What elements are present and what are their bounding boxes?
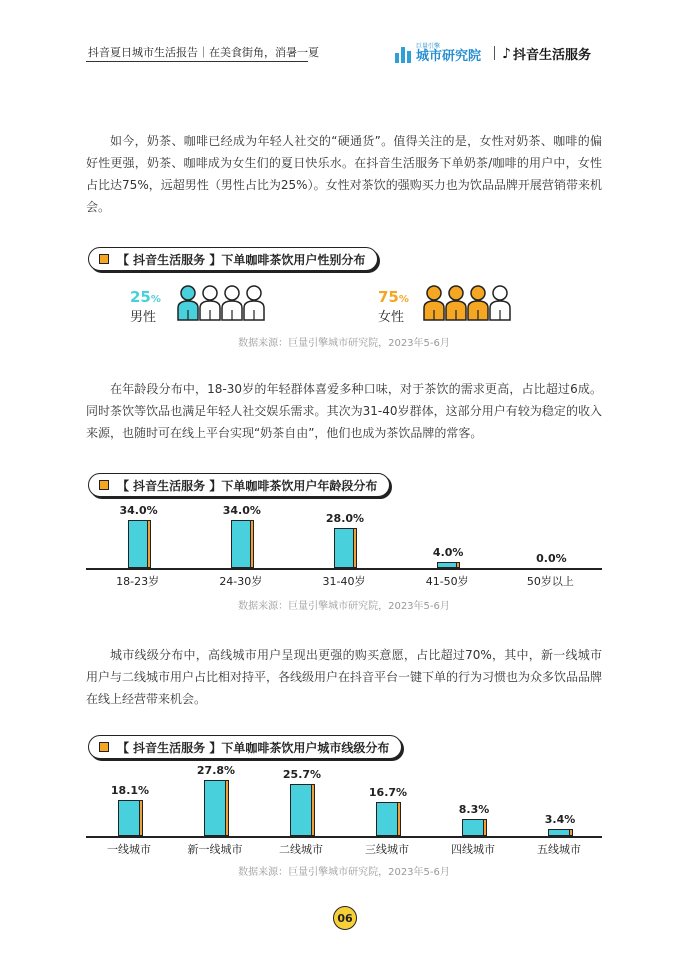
value-label: 27.8% [196, 764, 236, 777]
female-person-icons [422, 284, 522, 324]
douyin-life-logo [502, 44, 591, 63]
source-note-city: 数据来源：巨量引擎城市研究院，2023年5-6月 [238, 867, 450, 878]
value-label: 18.1% [110, 783, 150, 797]
female-stat [378, 288, 409, 325]
header-divider [86, 61, 308, 62]
category-label: 新一线城市 [187, 843, 243, 856]
section-heading-city [88, 735, 402, 759]
city-institute-logo [395, 42, 481, 64]
person-filled-icon [176, 284, 200, 322]
value-label: 28.0% [325, 512, 365, 526]
male-stat [130, 288, 161, 325]
bar [462, 819, 484, 836]
paragraph-gender: 如今，奶茶、咖啡已经成为年轻人社交的“硬通货”。值得关注的是，女性对奶茶、咖啡的偏好性更强，奶茶、咖啡成为女生们的夏日快乐水。在抖音生活服务下单奶茶/咖啡的用户中，女性占比达75%，远超男性（男性占比为25%）。女性对茶饮的强购买力也为饮品品牌开展营销带来机会。 [86, 134, 602, 214]
person-filled-icon [422, 284, 446, 322]
male-percent: 25% [130, 288, 161, 306]
male-person-icons [176, 284, 276, 324]
logo-small-text: 巨量引擎 [416, 42, 441, 50]
category-label: 18-23岁 [116, 575, 160, 588]
value-label: 34.0% [222, 504, 261, 517]
section-heading-age [88, 473, 390, 497]
value-label: 25.7% [282, 768, 322, 782]
page-number: 06 [333, 906, 357, 930]
chart-baseline [86, 836, 602, 838]
logo-city-text: 城市研究院 [416, 48, 482, 64]
paragraph-city: 城市线级分布中，高线城市用户呈现出更强的购买意愿，占比超过70%，其中，新一线城市用户与二线城市用户占比相对持平，各线级用户在抖音平台一键下单的行为习惯也为众多饮品品牌在线上经营带来机会。 [86, 648, 603, 706]
male-label: 男性 [130, 310, 157, 325]
orange-square-icon [99, 254, 109, 264]
bar [334, 528, 354, 568]
person-outline-icon [198, 284, 222, 322]
category-label: 四线城市 [451, 843, 495, 856]
value-label: 16.7% [368, 786, 408, 800]
person-outline-icon [220, 284, 244, 322]
logo-douyin-text: 抖音生活服务 [512, 48, 591, 63]
source-note-age: 数据来源：巨量引擎城市研究院，2023年5-6月 [238, 601, 450, 612]
category-label: 一线城市 [107, 843, 151, 856]
bar [548, 829, 570, 836]
section-title: 【 抖音生活服务 】下单咖啡茶饮用户城市线级分布 [117, 740, 390, 755]
source-note-gender: 数据来源：巨量引擎城市研究院，2023年5-6月 [238, 338, 450, 349]
person-outline-icon [488, 284, 512, 322]
category-label: 50岁以上 [526, 575, 574, 588]
category-label: 二线城市 [279, 843, 323, 856]
city-bar-chart [86, 762, 602, 858]
orange-square-icon [99, 742, 109, 752]
building-icon [395, 44, 413, 63]
paragraph-age: 在年龄段分布中，18-30岁的年轻群体喜爱多种口味，对于茶饮的需求更高，占比超过6成。同时茶饮等饮品也满足年轻人社交娱乐需求。其次为31-40岁群体，这部分用户有较为稳定的收入来源，也随时可在线上平台实现“奶茶自由”，他们也成为茶饮品牌的常客。 [86, 382, 602, 440]
bar [290, 784, 312, 836]
section-title: 【 抖音生活服务 】下单咖啡茶饮用户性别分布 [117, 252, 366, 267]
section-title: 【 抖音生活服务 】下单咖啡茶饮用户年龄段分布 [117, 478, 378, 493]
age-bar-chart [86, 500, 602, 592]
female-label: 女性 [378, 310, 405, 325]
category-label: 31-40岁 [322, 575, 366, 588]
report-title: 抖音夏日城市生活报告｜在美食街角，消暑一夏 [88, 46, 319, 59]
category-label: 五线城市 [537, 843, 581, 856]
section-heading-gender [88, 247, 378, 271]
female-percent: 75% [378, 288, 409, 306]
value-label: 3.4% [544, 813, 576, 827]
chart-baseline [86, 568, 602, 570]
bar [118, 800, 140, 836]
person-outline-icon [242, 284, 266, 322]
category-label: 三线城市 [365, 843, 409, 856]
bar [128, 520, 148, 568]
douyin-note-icon: ♪ [502, 45, 511, 62]
value-label: 8.3% [458, 803, 490, 817]
bar [437, 562, 457, 568]
person-filled-icon [466, 284, 490, 322]
person-filled-icon [444, 284, 468, 322]
bar [204, 780, 226, 836]
value-label: 34.0% [119, 504, 158, 517]
logo-separator [494, 46, 495, 60]
category-label: 41-50岁 [425, 575, 469, 588]
orange-square-icon [99, 480, 109, 490]
bar [376, 802, 398, 836]
category-label: 24-30岁 [219, 575, 263, 588]
bar [231, 520, 251, 568]
value-label: 0.0% [536, 552, 567, 565]
value-label: 4.0% [432, 546, 464, 560]
